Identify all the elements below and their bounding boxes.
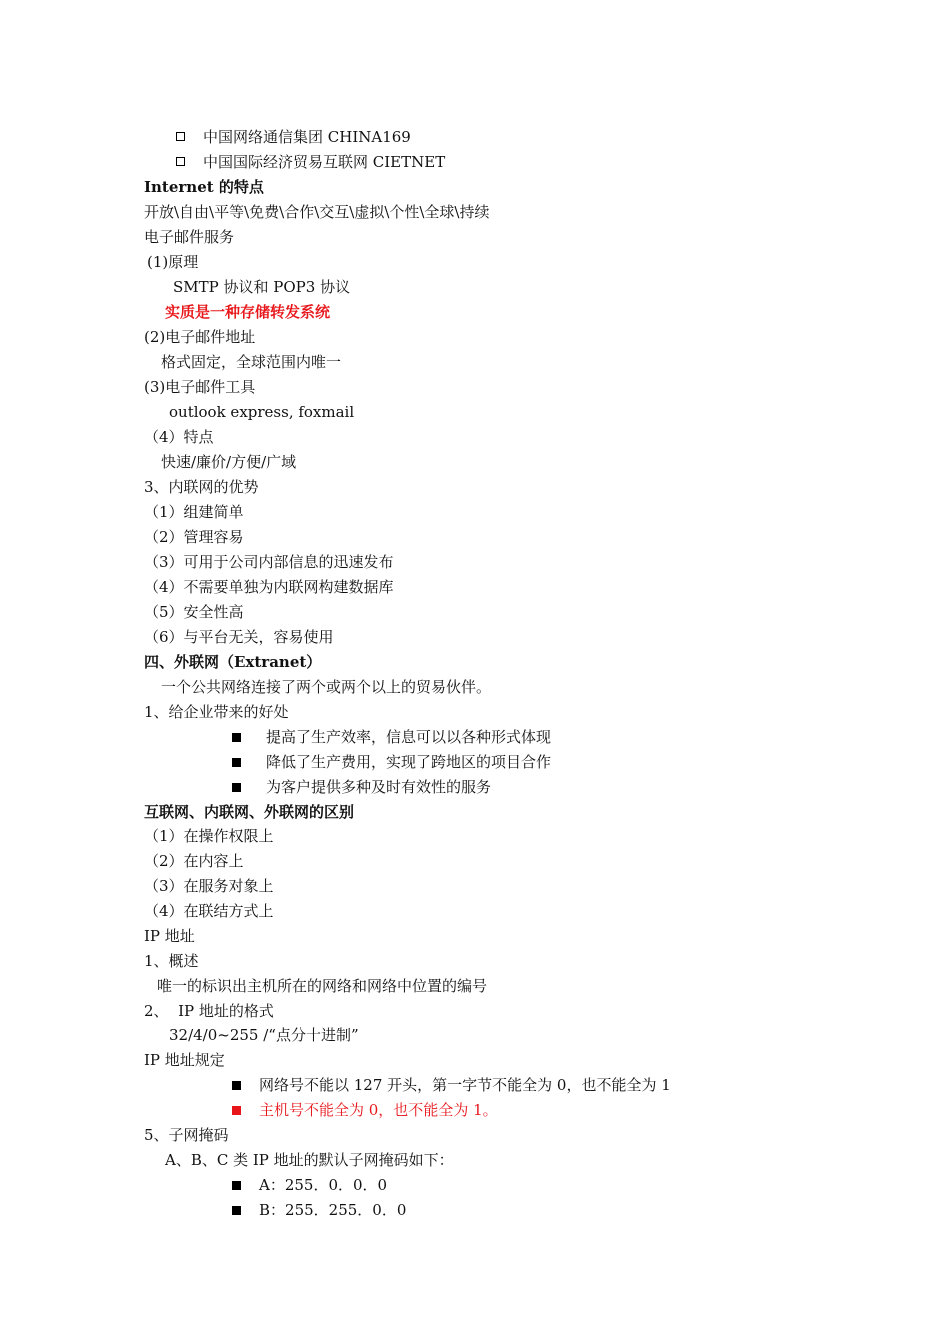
filled-square-bullet-icon: [232, 733, 241, 742]
filled-square-bullet-icon: [232, 1206, 241, 1215]
filled-square-bullet-icon: [232, 1106, 241, 1115]
filled-square-bullet-icon: [232, 783, 241, 792]
filled-square-bullet-icon: [232, 758, 241, 767]
filled-square-bullet-icon: [232, 1181, 241, 1190]
filled-square-bullet-icon: [232, 1081, 241, 1090]
hollow-square-bullet-icon: [176, 157, 185, 166]
hollow-square-bullet-icon: [176, 132, 185, 141]
document-page: 中国网络通信集团 CHINA169 中国国际经济贸易互联网 CIETNET Internet 的特点 开放\自由\平等\免费\合作\交互\虚拟\个性\全球\持续 电子邮件服务 (1)原理 SMTP 协议和 POP3 协议 实质是一种存储转发系统 (2)电子邮件地址 格式固定，全球范围内唯一 (3)电子邮件工具 outlook express, foxmail （4）特点 快速/廉价/方便/广域 3、内联网的优势 （1）组建简单 （2）管理容易 （3）可用于公司内部信息的迅速发布 （4）不需要单独为内联网构建数据库 （5）安全性高 （6）与平台无关，容易使用 四、外联网（Extranet） 一个公共网络连接了两个或两个以上的贸易伙伴。 1、给企业带来的好处 提高了生产效率，信息可以以各种形式体现 降低了生产费用，实现了跨地区的项目合作 为客户提供多种及时有效性的服务 互联网、内联网、外联网的区别 （1）在操作权限上 （2）在内容上 （3）在服务对象上 （4）在联结方式上 IP 地址 1、概述 唯一的标识出主机所在的网络和网络中位置的编号 2、 IP 地址的格式 32/4/0~255 /“点分十进制” IP 地址规定 网络号不能以 127 开头，第一字节不能全为 0，也不能全为 1 主机号不能全为 0，也不能全为 1。 5、子网掩码 A、B、C 类 IP 地址的默认子网掩码如下： A：255．0．0．0 B：255．255．0．0: [144, 128, 671, 1219]
